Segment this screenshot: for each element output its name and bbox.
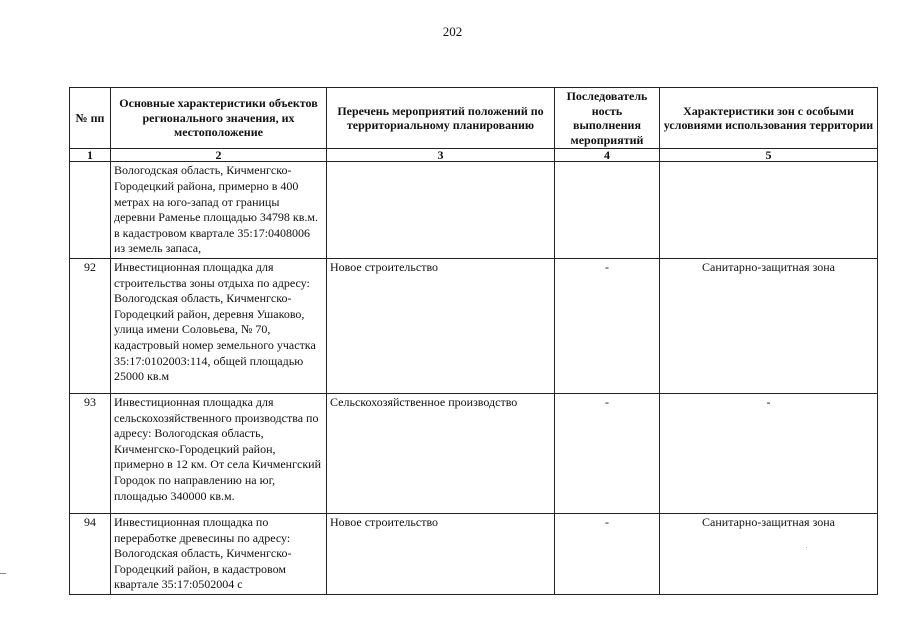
row-measures: Новое строительство xyxy=(327,258,555,393)
row-description: Инвестиционная площадка для сельскохозяйственного производства по адресу: Вологодская область, Кичменгско-Городецкий район, примерно в 12 км. От села Кичменгский Городок по направлению на юг, площадью 340000 кв.м. xyxy=(111,393,327,513)
header-characteristics: Основные характеристики объектов регионального значения, их местоположение xyxy=(111,88,327,149)
row-description: Вологодская область, Кичменгско-Городецкий района, примерно в 400 метрах на юго-запад от границы деревни Раменье площадью 34798 кв.м. в кадастровом квартале 35:17:0408006 из земель запаса, xyxy=(111,162,327,259)
row-zones xyxy=(660,162,878,259)
row-number xyxy=(70,162,111,259)
row-number: 93 xyxy=(70,393,111,513)
column-number: 4 xyxy=(555,149,660,162)
header-measures: Перечень мероприятий положений по территориальному планированию xyxy=(327,88,555,149)
row-zones: Санитарно-защитная зона xyxy=(660,513,878,594)
row-zones: Санитарно-защитная зона xyxy=(660,258,878,393)
row-description: Инвестиционная площадка для строительства зоны отдыха по адресу: Вологодская область, Кичменгско-Городецкий район, деревня Ушаково, улица имени Соловьева, № 70, кадастровый номер земельного участка 35:17:0102003:114, общей площадью 25000 кв.м xyxy=(111,258,327,393)
planning-table xyxy=(69,87,878,595)
row-sequence: - xyxy=(555,393,660,513)
header-sequence: Последователь ность выполнения мероприятий xyxy=(555,88,660,149)
table-header-row xyxy=(70,88,878,149)
row-number: 94 xyxy=(70,513,111,594)
scan-speck xyxy=(806,547,807,548)
column-number: 1 xyxy=(70,149,111,162)
row-sequence: - xyxy=(555,258,660,393)
column-number: 3 xyxy=(327,149,555,162)
header-number: № пп xyxy=(70,88,111,149)
table-row xyxy=(70,513,878,594)
row-measures: Сельскохозяйственное производство xyxy=(327,393,555,513)
column-number-row xyxy=(70,149,878,162)
row-sequence xyxy=(555,162,660,259)
header-zones: Характеристики зон с особыми условиями использования территории xyxy=(660,88,878,149)
table-row xyxy=(70,393,878,513)
column-number: 5 xyxy=(660,149,878,162)
table-row xyxy=(70,162,878,259)
margin-tick-mark xyxy=(0,573,6,574)
row-measures: Новое строительство xyxy=(327,513,555,594)
row-number: 92 xyxy=(70,258,111,393)
row-description: Инвестиционная площадка по переработке древесины по адресу: Вологодская область, Кичменгско-Городецкий район, в кадастровом квартале 35:17:0502004 с xyxy=(111,513,327,594)
row-sequence: - xyxy=(555,513,660,594)
row-zones: - xyxy=(660,393,878,513)
row-measures xyxy=(327,162,555,259)
table-row xyxy=(70,258,878,393)
column-number: 2 xyxy=(111,149,327,162)
page-number: 202 xyxy=(442,24,463,39)
